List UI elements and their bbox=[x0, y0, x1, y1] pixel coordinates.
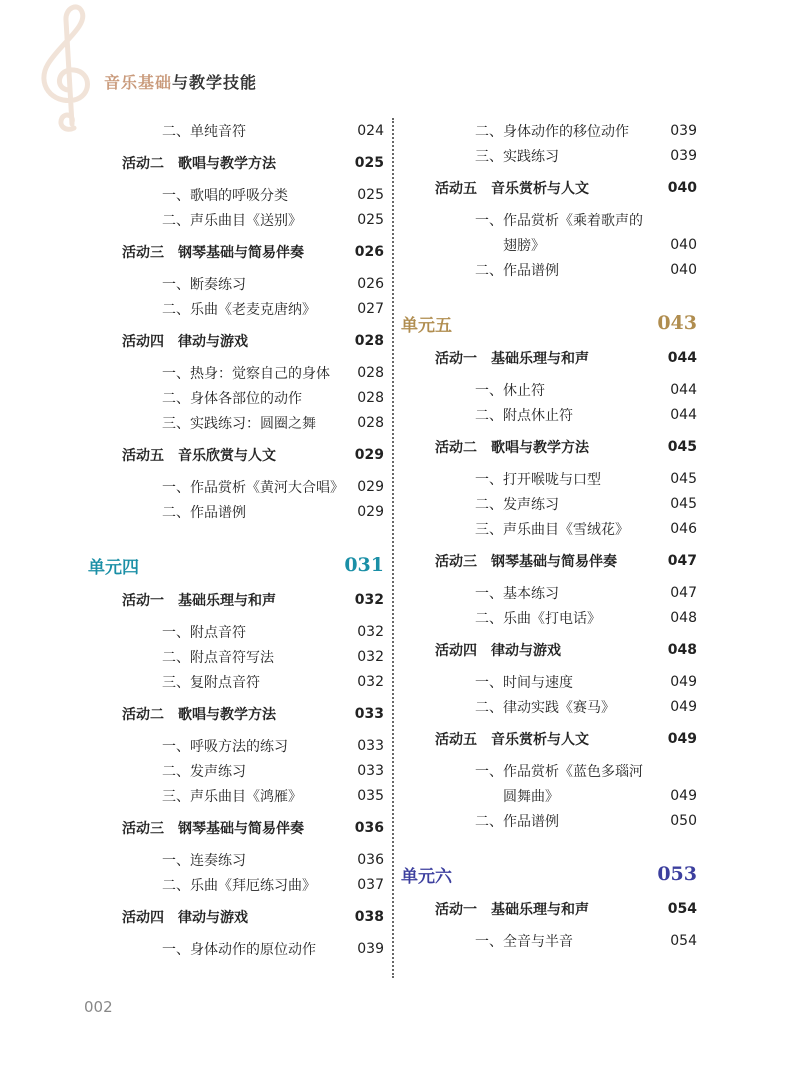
toc-subentry[interactable] bbox=[88, 619, 384, 644]
subentry-label: 二、附点休止符 bbox=[475, 407, 573, 424]
toc-activity-entry[interactable] bbox=[88, 904, 384, 929]
activity-label bbox=[401, 551, 617, 571]
toc-activity-entry[interactable] bbox=[88, 442, 384, 467]
activity-title: 基础乐理与和声 bbox=[178, 592, 276, 609]
subentry-label: 二、作品谱例 bbox=[475, 813, 559, 830]
toc-unit-heading[interactable] bbox=[88, 550, 384, 580]
toc-left-column bbox=[88, 118, 384, 961]
toc-subentry[interactable] bbox=[401, 669, 697, 694]
toc-subentry-continuation[interactable] bbox=[401, 783, 697, 808]
activity-number: 活动二 bbox=[122, 155, 164, 172]
activity-title: 钢琴基础与简易伴奏 bbox=[178, 244, 304, 261]
unit-label: 单元五 bbox=[401, 315, 452, 336]
toc-subentry[interactable] bbox=[88, 360, 384, 385]
toc-subentry[interactable] bbox=[88, 207, 384, 232]
subentry-label: 一、附点音符 bbox=[162, 624, 246, 641]
toc-right-column bbox=[401, 118, 697, 953]
activity-title: 律动与游戏 bbox=[178, 909, 248, 926]
toc-subentry[interactable] bbox=[88, 872, 384, 897]
subentry-label: 一、作品赏析《黄河大合唱》 bbox=[162, 479, 344, 496]
page-ref: 027 bbox=[357, 300, 384, 317]
activity-title: 音乐赏析与人文 bbox=[491, 180, 589, 197]
toc-subentry[interactable] bbox=[401, 377, 697, 402]
toc-activity-entry[interactable] bbox=[401, 345, 697, 370]
header-title-part2: 与教学技能 bbox=[172, 73, 258, 92]
page-ref: 048 bbox=[667, 641, 697, 658]
page-ref: 053 bbox=[657, 863, 697, 885]
toc-subentry[interactable] bbox=[88, 474, 384, 499]
column-divider bbox=[392, 118, 394, 978]
subentry-label: 一、休止符 bbox=[475, 382, 545, 399]
activity-label bbox=[401, 178, 589, 198]
page-ref: 045 bbox=[667, 438, 697, 455]
subentry-label: 一、连奏练习 bbox=[162, 852, 246, 869]
toc-subentry[interactable] bbox=[88, 182, 384, 207]
toc-activity-entry[interactable] bbox=[401, 726, 697, 751]
page-ref: 049 bbox=[667, 730, 697, 747]
toc-subentry[interactable] bbox=[88, 385, 384, 410]
toc-activity-entry[interactable] bbox=[88, 150, 384, 175]
subentry-label: 二、乐曲《打电话》 bbox=[475, 610, 601, 627]
page-ref: 032 bbox=[357, 673, 384, 690]
activity-label bbox=[401, 899, 589, 919]
subentry-label: 一、身体动作的原位动作 bbox=[162, 941, 316, 958]
toc-subentry[interactable] bbox=[401, 808, 697, 833]
toc-subentry[interactable] bbox=[401, 928, 697, 953]
page-ref: 033 bbox=[354, 705, 384, 722]
toc-subentry[interactable] bbox=[88, 936, 384, 961]
subentry-label: 一、断奏练习 bbox=[162, 276, 246, 293]
activity-label bbox=[88, 242, 304, 262]
page-ref: 028 bbox=[357, 389, 384, 406]
toc-subentry[interactable] bbox=[88, 118, 384, 143]
page-ref: 029 bbox=[357, 503, 384, 520]
subentry-label: 一、打开喉咙与口型 bbox=[475, 471, 601, 488]
toc-activity-entry[interactable] bbox=[401, 637, 697, 662]
subentry-label: 二、发声练习 bbox=[475, 496, 559, 513]
activity-title: 音乐欣赏与人文 bbox=[178, 447, 276, 464]
toc-unit-heading[interactable] bbox=[401, 859, 697, 889]
subentry-label: 二、身体动作的移位动作 bbox=[475, 123, 629, 140]
activity-label bbox=[88, 907, 248, 927]
subentry-label: 二、乐曲《老麦克唐纳》 bbox=[162, 301, 316, 318]
activity-number: 活动二 bbox=[435, 439, 477, 456]
toc-subentry[interactable] bbox=[88, 783, 384, 808]
activity-number: 活动五 bbox=[435, 731, 477, 748]
activity-title: 基础乐理与和声 bbox=[491, 350, 589, 367]
page-ref: 025 bbox=[357, 211, 384, 228]
activity-label bbox=[88, 704, 276, 724]
toc-subentry[interactable] bbox=[88, 644, 384, 669]
activity-number: 活动二 bbox=[122, 706, 164, 723]
page-ref: 032 bbox=[354, 591, 384, 608]
page-ref: 025 bbox=[354, 154, 384, 171]
page-ref: 026 bbox=[357, 275, 384, 292]
page-ref: 047 bbox=[667, 552, 697, 569]
subentry-label: 二、附点音符写法 bbox=[162, 649, 274, 666]
toc-activity-entry[interactable] bbox=[88, 239, 384, 264]
subentry-label: 二、作品谱例 bbox=[162, 504, 246, 521]
activity-title: 音乐赏析与人文 bbox=[491, 731, 589, 748]
toc-subentry[interactable] bbox=[88, 296, 384, 321]
subentry-label: 二、声乐曲目《送别》 bbox=[162, 212, 302, 229]
page-ref: 028 bbox=[354, 332, 384, 349]
header-title-part1: 音乐基础 bbox=[104, 73, 173, 92]
subentry-label: 二、单纯音符 bbox=[162, 123, 246, 140]
toc-activity-entry[interactable] bbox=[88, 701, 384, 726]
toc-subentry[interactable] bbox=[401, 491, 697, 516]
page-ref: 039 bbox=[357, 940, 384, 957]
subentry-label: 二、乐曲《拜厄练习曲》 bbox=[162, 877, 316, 894]
subentry-label: 一、热身：觉察自己的身体 bbox=[162, 365, 330, 382]
page-ref: 044 bbox=[667, 349, 697, 366]
subentry-label: 一、呼吸方法的练习 bbox=[162, 738, 288, 755]
subentry-label: 一、时间与速度 bbox=[475, 674, 573, 691]
toc-activity-entry[interactable] bbox=[401, 896, 697, 921]
activity-label bbox=[88, 153, 276, 173]
activity-title: 歌唱与教学方法 bbox=[178, 155, 276, 172]
activity-title: 律动与游戏 bbox=[491, 642, 561, 659]
toc-subentry[interactable] bbox=[88, 669, 384, 694]
toc-activity-entry[interactable] bbox=[88, 587, 384, 612]
subentry-label: 三、实践练习：圆圈之舞 bbox=[162, 415, 316, 432]
activity-label bbox=[401, 640, 561, 660]
activity-label bbox=[88, 331, 248, 351]
page-ref: 028 bbox=[357, 414, 384, 431]
activity-number: 活动一 bbox=[435, 350, 477, 367]
page-ref: 024 bbox=[357, 122, 384, 139]
toc-subentry[interactable] bbox=[88, 499, 384, 524]
page-ref: 039 bbox=[670, 147, 697, 164]
subentry-label: 二、身体各部位的动作 bbox=[162, 390, 302, 407]
activity-number: 活动四 bbox=[122, 333, 164, 350]
activity-title: 钢琴基础与简易伴奏 bbox=[491, 553, 617, 570]
activity-number: 活动四 bbox=[435, 642, 477, 659]
toc-activity-entry[interactable] bbox=[88, 815, 384, 840]
page-ref: 036 bbox=[357, 851, 384, 868]
page-ref: 054 bbox=[670, 932, 697, 949]
subentry-label: 三、实践练习 bbox=[475, 148, 559, 165]
page-ref: 048 bbox=[670, 609, 697, 626]
page-ref: 033 bbox=[357, 762, 384, 779]
activity-number: 活动四 bbox=[122, 909, 164, 926]
toc-subentry[interactable] bbox=[401, 580, 697, 605]
toc-subentry[interactable] bbox=[401, 207, 697, 232]
toc-activity-entry[interactable] bbox=[401, 175, 697, 200]
activity-label bbox=[88, 818, 304, 838]
page-ref: 032 bbox=[357, 623, 384, 640]
page-ref: 054 bbox=[667, 900, 697, 917]
page-ref: 028 bbox=[357, 364, 384, 381]
subentry-label: 翅膀》 bbox=[503, 237, 545, 254]
activity-title: 歌唱与教学方法 bbox=[178, 706, 276, 723]
page-ref: 031 bbox=[344, 554, 384, 576]
page-ref: 036 bbox=[354, 819, 384, 836]
activity-number: 活动五 bbox=[122, 447, 164, 464]
toc-subentry[interactable] bbox=[401, 257, 697, 282]
page-ref: 050 bbox=[670, 812, 697, 829]
toc-subentry-continuation[interactable] bbox=[401, 232, 697, 257]
activity-number: 活动一 bbox=[435, 901, 477, 918]
page-ref: 044 bbox=[670, 381, 697, 398]
toc-subentry[interactable] bbox=[401, 466, 697, 491]
subentry-label: 一、基本练习 bbox=[475, 585, 559, 602]
page-ref: 046 bbox=[670, 520, 697, 537]
page-ref: 025 bbox=[357, 186, 384, 203]
toc-subentry[interactable] bbox=[401, 402, 697, 427]
page-ref: 049 bbox=[670, 787, 697, 804]
subentry-label: 一、歌唱的呼吸分类 bbox=[162, 187, 288, 204]
page-ref: 040 bbox=[670, 261, 697, 278]
activity-title: 歌唱与教学方法 bbox=[491, 439, 589, 456]
page-ref: 047 bbox=[670, 584, 697, 601]
page-ref: 049 bbox=[670, 698, 697, 715]
page-ref: 026 bbox=[354, 243, 384, 260]
toc-subentry[interactable] bbox=[401, 118, 697, 143]
toc-activity-entry[interactable] bbox=[88, 328, 384, 353]
toc-subentry[interactable] bbox=[401, 143, 697, 168]
page-ref: 032 bbox=[357, 648, 384, 665]
running-header bbox=[104, 70, 257, 93]
toc-unit-heading[interactable] bbox=[401, 308, 697, 338]
toc-subentry[interactable] bbox=[401, 605, 697, 630]
page-ref: 040 bbox=[670, 236, 697, 253]
activity-label bbox=[401, 437, 589, 457]
subentry-label: 二、作品谱例 bbox=[475, 262, 559, 279]
activity-number: 活动一 bbox=[122, 592, 164, 609]
page-ref: 035 bbox=[357, 787, 384, 804]
activity-number: 活动三 bbox=[122, 820, 164, 837]
unit-label: 单元六 bbox=[401, 866, 452, 887]
subentry-label: 三、声乐曲目《雪绒花》 bbox=[475, 521, 629, 538]
subentry-label: 一、作品赏析《蓝色多瑙河 bbox=[475, 763, 643, 780]
subentry-label: 二、律动实践《赛马》 bbox=[475, 699, 615, 716]
activity-label bbox=[88, 590, 276, 610]
page-ref: 033 bbox=[357, 737, 384, 754]
subentry-label: 三、复附点音符 bbox=[162, 674, 260, 691]
toc-activity-entry[interactable] bbox=[401, 434, 697, 459]
page-ref: 029 bbox=[357, 478, 384, 495]
activity-title: 基础乐理与和声 bbox=[491, 901, 589, 918]
page-ref: 045 bbox=[670, 495, 697, 512]
toc-subentry[interactable] bbox=[401, 694, 697, 719]
toc-subentry[interactable] bbox=[88, 410, 384, 435]
subentry-label: 一、作品赏析《乘着歌声的 bbox=[475, 212, 643, 229]
page-ref: 029 bbox=[354, 446, 384, 463]
subentry-label: 一、全音与半音 bbox=[475, 933, 573, 950]
toc-subentry[interactable] bbox=[401, 516, 697, 541]
unit-label: 单元四 bbox=[88, 557, 139, 578]
activity-label bbox=[401, 729, 589, 749]
page-ref: 044 bbox=[670, 406, 697, 423]
subentry-label: 三、声乐曲目《鸿雁》 bbox=[162, 788, 302, 805]
activity-number: 活动五 bbox=[435, 180, 477, 197]
toc-activity-entry[interactable] bbox=[401, 548, 697, 573]
toc-subentry[interactable] bbox=[88, 271, 384, 296]
page-ref: 039 bbox=[670, 122, 697, 139]
toc-subentry[interactable] bbox=[88, 758, 384, 783]
activity-number: 活动三 bbox=[435, 553, 477, 570]
subentry-label: 圆舞曲》 bbox=[503, 788, 559, 805]
page-ref: 049 bbox=[670, 673, 697, 690]
page-number: 002 bbox=[84, 998, 113, 1016]
activity-number: 活动三 bbox=[122, 244, 164, 261]
activity-label bbox=[88, 445, 276, 465]
activity-title: 律动与游戏 bbox=[178, 333, 248, 350]
page-ref: 043 bbox=[657, 312, 697, 334]
page-ref: 038 bbox=[354, 908, 384, 925]
page-ref: 045 bbox=[670, 470, 697, 487]
page-ref: 040 bbox=[667, 179, 697, 196]
toc-subentry[interactable] bbox=[401, 758, 697, 783]
toc-subentry[interactable] bbox=[88, 733, 384, 758]
page-ref: 037 bbox=[357, 876, 384, 893]
subentry-label: 二、发声练习 bbox=[162, 763, 246, 780]
activity-title: 钢琴基础与简易伴奏 bbox=[178, 820, 304, 837]
activity-label bbox=[401, 348, 589, 368]
toc-subentry[interactable] bbox=[88, 847, 384, 872]
